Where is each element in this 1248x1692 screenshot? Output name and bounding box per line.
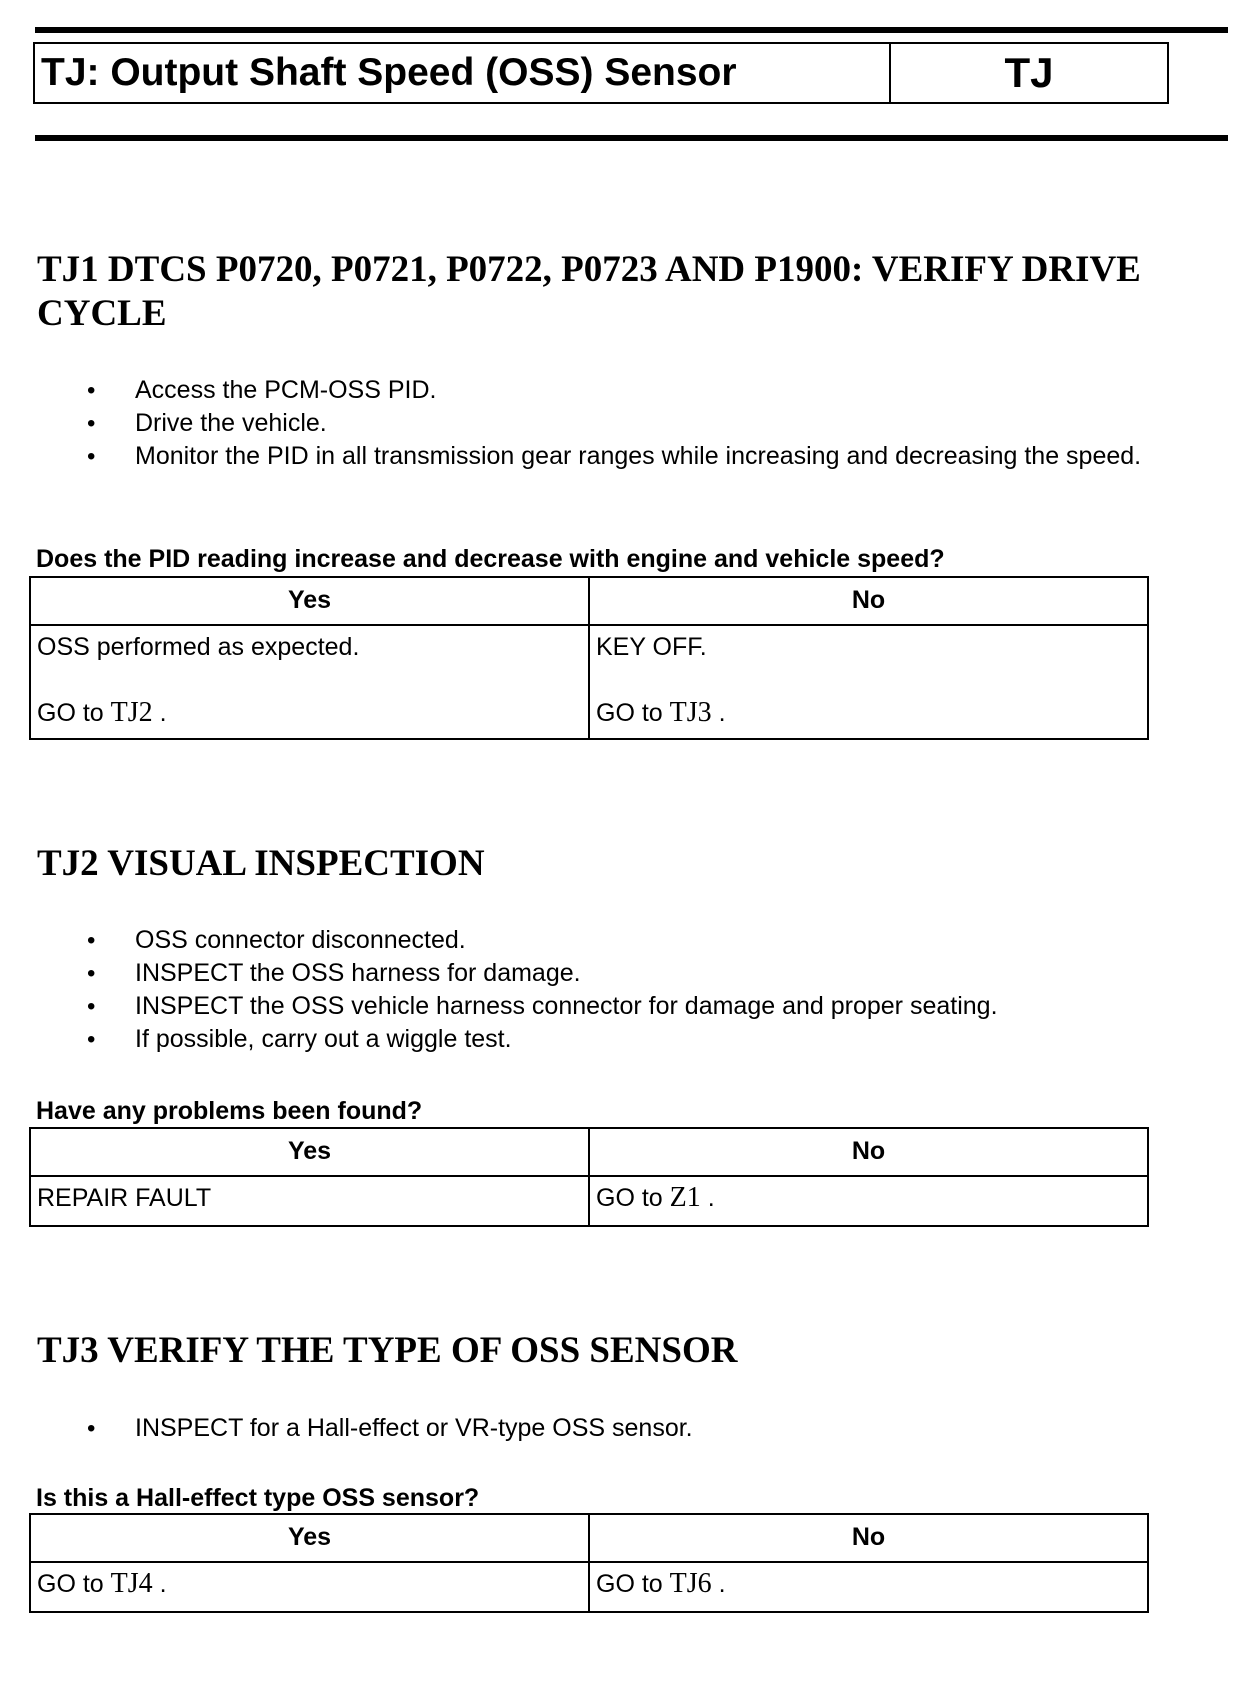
list-item: • Access the PCM-OSS PID. [80,374,1190,407]
goto-link[interactable]: GO to Z1 . [596,1182,715,1213]
no-cell [589,1562,1148,1612]
yes-header: Yes [30,1128,589,1176]
no-cell [589,625,1148,739]
table-row [30,1176,1148,1226]
section-title-tj1: TJ1 DTCS P0720, P0721, P0722, P0723 AND P1900: VERIFY DRIVE CYCLE [37,249,1141,334]
section-title-tj2: TJ2 VISUAL INSPECTION [37,843,485,884]
header-bottom-rule [35,135,1228,141]
goto-link[interactable]: GO to TJ6 . [596,1568,726,1599]
page-header [33,42,1169,104]
goto-link[interactable]: GO to TJ3 . [596,697,726,728]
goto-link[interactable]: GO to TJ4 . [37,1568,167,1599]
step-list-tj2 [80,924,1190,1056]
list-item: • OSS connector disconnected. [80,924,1190,957]
top-rule [35,27,1228,33]
no-header: No [589,577,1148,625]
yes-result-text: REPAIR FAULT [37,1184,212,1212]
page-title: TJ: Output Shaft Speed (OSS) Sensor [35,44,891,102]
table-row [30,1562,1148,1612]
list-item: • Drive the vehicle. [80,407,1190,440]
section-title-tj3: TJ3 VERIFY THE TYPE OF OSS SENSOR [37,1330,738,1371]
yes-cell [30,1562,589,1612]
question-tj1: Does the PID reading increase and decrease with engine and vehicle speed? [36,545,945,573]
yes-cell [30,625,589,739]
decision-table-tj2 [29,1127,1149,1227]
decision-table-tj3 [29,1513,1149,1613]
goto-link[interactable]: GO to TJ2 . [37,697,167,728]
step-list-tj3 [80,1412,1190,1445]
list-item: • If possible, carry out a wiggle test. [80,1023,1190,1056]
step-list-tj1 [80,374,1190,473]
yes-header: Yes [30,577,589,625]
list-item: • INSPECT for a Hall-effect or VR-type OSS sensor. [80,1412,1190,1445]
yes-header: Yes [30,1514,589,1562]
section-code: TJ [1004,49,1054,96]
no-result-text: KEY OFF. [596,633,707,661]
no-cell [589,1176,1148,1226]
yes-result-text: OSS performed as expected. [37,633,360,661]
list-item: • INSPECT the OSS vehicle harness connector for damage and proper seating. [80,990,1190,1023]
list-item: • Monitor the PID in all transmission gear ranges while increasing and decreasing the speed. [80,440,1190,473]
no-header: No [589,1514,1148,1562]
table-row [30,625,1148,739]
decision-table-tj1 [29,576,1149,740]
no-header: No [589,1128,1148,1176]
yes-cell [30,1176,589,1226]
question-tj3: Is this a Hall-effect type OSS sensor? [36,1484,480,1512]
list-item: • INSPECT the OSS harness for damage. [80,957,1190,990]
question-tj2: Have any problems been found? [36,1097,423,1125]
